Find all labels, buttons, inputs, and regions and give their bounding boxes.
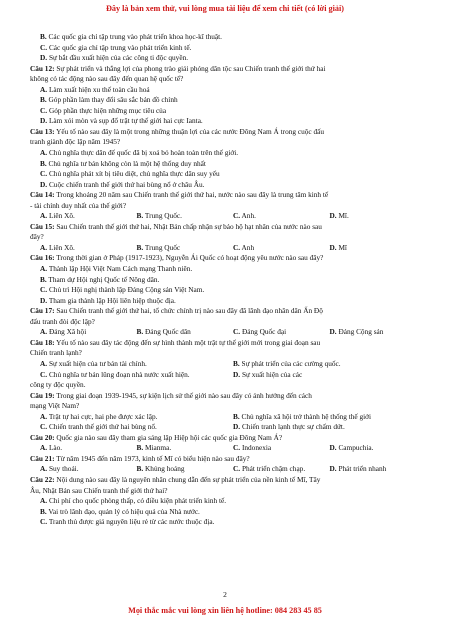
option-b: B. Trung Quốc. — [136, 211, 182, 221]
option-d: D. Sự xuất hiện của các — [233, 369, 303, 379]
option-c: C. Chủ nghĩa tư bản lũng đoạn nhà nước xuất hiện. — [40, 369, 190, 379]
question-12-cont: không có tác động nào sau đây đến quan hệ quốc tế? — [30, 74, 184, 84]
option-line: D. Sự bắt đầu xuất hiện của các công ti độc quyền. — [40, 53, 189, 63]
option-d: D. Mĩ — [329, 242, 347, 252]
question-22-cont: Âu, Nhật Bản sau Chiến tranh thế giới thứ hai? — [30, 485, 168, 495]
option-d: D. Mĩ. — [329, 211, 349, 221]
options-row — [30, 370, 426, 381]
question-14-cont: - tài chính duy nhất của thế giới? — [30, 200, 127, 210]
option-d: D. Đảng Cộng sản — [329, 327, 384, 337]
options-row — [30, 422, 426, 433]
question-15: Câu 15: Sau Chiến tranh thế giới thứ hai, Nhật Bản chấp nhận sự bảo hộ hạt nhân của nước nào sau — [30, 221, 322, 231]
option-d: D. Campuchia. — [329, 443, 374, 453]
option-b: B. Vai trò lãnh đạo, quản lý có hiệu quả của Nhà nước. — [40, 506, 200, 516]
option-a: A. Chủ nghĩa thực dân đế quốc đã bị xoá bỏ hoàn toàn trên thế giới. — [40, 148, 239, 158]
option-c: C. Phát triển chậm chạp. — [233, 464, 306, 474]
options-row — [30, 243, 426, 254]
option-b: B. Tham dự Hội nghị Quốc tế Nông dân. — [40, 274, 160, 284]
question-17: Câu 17: Sau Chiến tranh thế giới thứ hai, tổ chức chính trị nào sau đây đã lãnh đạo nhân dân Ấn Độ — [30, 306, 323, 316]
question-20: Câu 20: Quốc gia nào sau đây tham gia sáng lập Hiệp hội các quốc gia Đông Nam Á? — [30, 432, 283, 442]
options-row — [30, 443, 426, 454]
option-line: B. Các quốc gia chỉ tập trung vào phát triển khoa học-kĩ thuật. — [40, 32, 222, 41]
option-c: C. Tranh thủ được giá nguyên liệu rẻ từ các nước thuộc địa. — [40, 517, 215, 527]
options-row — [30, 327, 426, 338]
option-b: B. Sự phát triển của các cường quốc. — [233, 358, 341, 368]
preview-banner: Đây là bản xem thử, vui lòng mua tài liệu để xem chi tiết (có lời giải) — [105, 4, 344, 13]
option-a: A. Sự xuất hiện của tư bản tài chính. — [40, 358, 147, 368]
option-a: A. Làm xuất hiện xu thế toàn cầu hoá — [40, 84, 150, 94]
question-13-cont: tranh giành độc lập năm 1945? — [30, 137, 121, 147]
option-c: C. Chủ nghĩa phát xít bị tiêu diệt, chủ nghĩa thực dân suy yếu — [40, 169, 220, 179]
page-number: 2 — [223, 590, 227, 599]
options-row — [30, 464, 426, 475]
option-a: A. Liên Xô. — [40, 211, 75, 221]
option-c: C. Góp phần thực hiện những mục tiêu của — [40, 105, 167, 115]
option-c: C. Chiến tranh thế giới thứ hai bùng nổ. — [40, 422, 157, 432]
document-body — [30, 32, 426, 528]
question-21: Câu 21: Từ năm 1945 đến năm 1973, kinh tế Mĩ có biểu hiện nào sau đây? — [30, 453, 250, 463]
option-a: A. Suy thoái. — [40, 464, 79, 474]
option-a: A. Chi phí cho quốc phòng thấp, có điều kiện phát triển kinh tế. — [40, 496, 227, 506]
question-15-cont: đây? — [30, 232, 44, 242]
options-row — [30, 412, 426, 423]
question-13: Câu 13: Yếu tố nào sau đây là một trong những thuận lợi của các nước Đông Nam Á trong cuộc đấu — [30, 126, 325, 136]
option-b: B. Mianma. — [136, 443, 172, 453]
question-17-cont: đấu tranh đòi độc lập? — [30, 316, 95, 326]
question-12: Câu 12: Sự phát triển và thắng lợi của phong trào giải phóng dân tộc sau Chiến tranh thế giới thứ hai — [30, 63, 326, 73]
option-c: C. Đảng Quốc đại — [233, 327, 287, 337]
option-b: B. Chủ nghĩa tư bản không còn là một hệ thống duy nhất — [40, 158, 206, 168]
option-c: C. Anh. — [233, 211, 256, 221]
option-c: C. Indonexia — [233, 443, 272, 453]
option-a: A. Lào. — [40, 443, 63, 453]
option-a: A. Liên Xô. — [40, 242, 75, 252]
option-d: D. Tham gia thành lập Hội liên hiệp thuộc địa. — [40, 295, 176, 305]
options-row — [30, 211, 426, 222]
option-d: D. Phát triển nhanh — [329, 464, 387, 474]
option-a: A. Trật tự hai cực, hai phe được xác lập. — [40, 411, 158, 421]
option-b: B. Đảng Quốc dân — [136, 327, 191, 337]
option-b: B. Chủ nghĩa xã hội trở thành hệ thống thế giới — [233, 411, 372, 421]
options-row — [30, 359, 426, 370]
question-19: Câu 19: Trong giai đoạn 1939-1945, sự kiện lịch sử thế giới nào sau đây có ảnh hưởng đến cách — [30, 390, 312, 400]
option-b: B. Trung Quốc — [136, 242, 181, 252]
question-19-cont: mạng Việt Nam? — [30, 401, 80, 411]
option-a: A. Đảng Xã hội — [40, 327, 87, 337]
option-b: B. Góp phần làm thay đổi sâu sắc bản đồ chính — [40, 95, 178, 105]
option-b: B. Khủng hoảng — [136, 464, 185, 474]
option-a: A. Thành lập Hội Việt Nam Cách mạng Thanh niên. — [40, 264, 193, 274]
hotline-banner: Mọi thắc mắc vui lòng xin liên hệ hotline: 084 283 45 85 — [128, 606, 322, 615]
option-c: C. Anh — [233, 242, 255, 252]
option-d: D. Chiến tranh lạnh thực sự chấm dứt. — [233, 422, 345, 432]
question-22: Câu 22: Nội dung nào sau đây là nguyên nhân chung dẫn đến sự phát triển của nền kinh tế Mĩ, Tây — [30, 474, 321, 484]
question-16: Câu 16: Trong thời gian ở Pháp (1917-1923), Nguyễn Ái Quốc có hoạt động yêu nước nào sau đây? — [30, 253, 324, 263]
option-d: D. Làm xói mòn và sụp đổ trật tự thế giới hai cực Ianta. — [40, 116, 203, 126]
option-d-cont: công ty độc quyền. — [30, 380, 86, 390]
option-d: D. Cuộc chiến tranh thế giới thứ hai bùng nổ ở châu Âu. — [40, 179, 205, 189]
option-c: C. Chủ trì Hội nghị thành lập Đảng Cộng sản Việt Nam. — [40, 285, 205, 295]
question-18: Câu 18: Yếu tố nào sau đây tác động đến sự hình thành một trật tự thế giới mới trong giai đoạn sau — [30, 337, 321, 347]
option-line: C. Các quốc gia chỉ tập trung vào phát triển kinh tế. — [40, 42, 192, 52]
question-14: Câu 14: Trong khoảng 20 năm sau Chiến tranh thế giới thứ hai, nước nào sau đây là trung tâm kinh tế — [30, 190, 329, 200]
question-18-cont: Chiến tranh lạnh? — [30, 348, 82, 358]
